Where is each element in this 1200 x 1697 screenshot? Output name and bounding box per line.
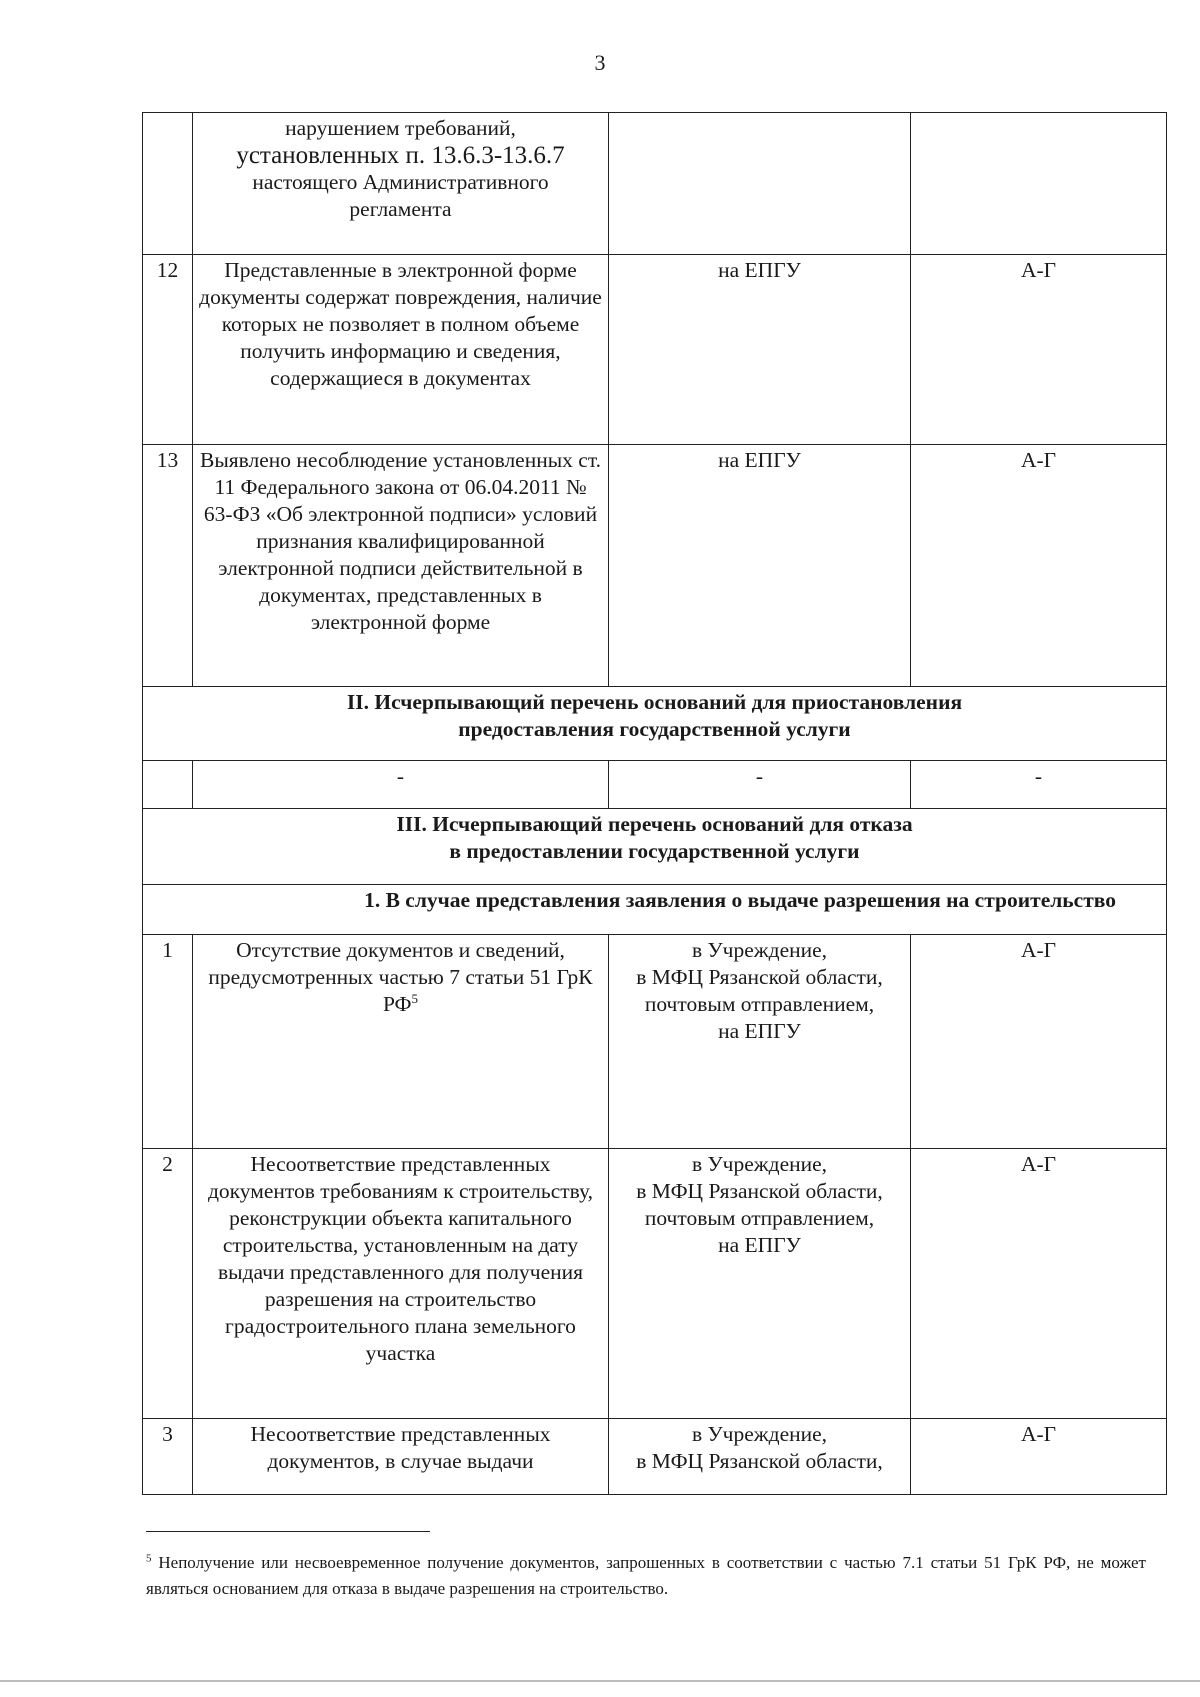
desc-line: установленных п. 13.6.3-13.6.7 bbox=[236, 142, 565, 169]
section-3-row-2 bbox=[143, 1149, 1167, 1419]
row-procedure-code: А-Г bbox=[911, 935, 1167, 1149]
footnote-marker: 5 bbox=[146, 1552, 152, 1565]
desc-line: настоящего Административного bbox=[252, 170, 549, 194]
row-procedure-code: А-Г bbox=[911, 1419, 1167, 1495]
row-submission-method: на ЕПГУ bbox=[609, 445, 911, 687]
section-title-line: II. Исчерпывающий перечень оснований для приостановления bbox=[346, 690, 963, 714]
submission-line: почтовым отправлением, bbox=[644, 992, 875, 1016]
desc-line: нарушением требований, bbox=[285, 116, 516, 140]
submission-line: в Учреждение, bbox=[691, 1422, 828, 1446]
row-description-text: Отсутствие документов и сведений, предусмотренных частью 7 статьи 51 ГрК РФ bbox=[208, 938, 593, 1016]
section-2-empty-row bbox=[143, 761, 1167, 809]
row-submission-method bbox=[609, 113, 911, 255]
row-number bbox=[143, 761, 193, 809]
table-row-13 bbox=[143, 445, 1167, 687]
row-description: Несоответствие представленных документов требованиям к строительству, реконструкции объекта капитального строительства, установленным на дату выдачи представленного для получения разрешения на строительство градостроительного плана земельного участка bbox=[193, 1149, 609, 1419]
submission-line: в МФЦ Рязанской области, bbox=[636, 965, 883, 989]
submission-line: в МФЦ Рязанской области, bbox=[636, 1449, 883, 1473]
row-number: 3 bbox=[143, 1419, 193, 1495]
section-2-header-row bbox=[143, 687, 1167, 761]
row-description: Представленные в электронной форме документы содержат повреждения, наличие которых не позволяет в полном объеме получить информацию и сведения, содержащиеся в документах bbox=[193, 255, 609, 445]
section-title-line: предоставления государственной услуги bbox=[458, 717, 851, 741]
submission-line: на ЕПГУ bbox=[718, 1019, 801, 1043]
row-number: 1 bbox=[143, 935, 193, 1149]
row-procedure-code bbox=[911, 113, 1167, 255]
row-number: 12 bbox=[143, 255, 193, 445]
section-title-line: в предоставлении государственной услуги bbox=[449, 839, 860, 863]
submission-line: почтовым отправлением, bbox=[644, 1206, 875, 1230]
table-row-12 bbox=[143, 255, 1167, 445]
row-procedure-code: А-Г bbox=[911, 1149, 1167, 1419]
row-submission-method: на ЕПГУ bbox=[609, 255, 911, 445]
row-submission-method bbox=[609, 935, 911, 1149]
row-procedure-code: А-Г bbox=[911, 445, 1167, 687]
scan-edge-line bbox=[0, 1680, 1200, 1682]
section-3-subtitle: 1. В случае представления заявления о выдаче разрешения на строительство bbox=[143, 885, 1167, 935]
page-number: 3 bbox=[594, 50, 606, 75]
row-description bbox=[193, 935, 609, 1149]
row-description bbox=[193, 113, 609, 255]
row-procedure-code: - bbox=[911, 761, 1167, 809]
section-3-subtitle-row bbox=[143, 885, 1167, 935]
section-3-title bbox=[143, 809, 1167, 885]
section-title-line: III. Исчерпывающий перечень оснований для отказа bbox=[396, 812, 913, 836]
desc-line: регламента bbox=[349, 197, 452, 221]
submission-line: в Учреждение, bbox=[691, 938, 828, 962]
row-description: - bbox=[193, 761, 609, 809]
submission-line: в Учреждение, bbox=[691, 1152, 828, 1176]
submission-line: в МФЦ Рязанской области, bbox=[636, 1179, 883, 1203]
footnote-text: Неполучение или несвоевременное получение документов, запрошенных в соответствии с частью 7.1 статьи 51 ГрК РФ, не может являться основанием для отказа в выдаче разрешения на строительство. bbox=[146, 1553, 1146, 1598]
row-number bbox=[143, 113, 193, 255]
row-submission-method bbox=[609, 1149, 911, 1419]
footnote bbox=[146, 1550, 1146, 1602]
section-3-row-3 bbox=[143, 1419, 1167, 1495]
footnote-ref: 5 bbox=[411, 990, 419, 1006]
section-3-row-1 bbox=[143, 935, 1167, 1149]
footnote-separator bbox=[146, 1531, 430, 1532]
row-number: 2 bbox=[143, 1149, 193, 1419]
table-row-continuation bbox=[143, 113, 1167, 255]
section-3-header-row bbox=[143, 809, 1167, 885]
row-submission-method bbox=[609, 1419, 911, 1495]
row-description: Выявлено несоблюдение установленных ст. 11 Федерального закона от 06.04.2011 № 63-ФЗ «Об электронной подписи» условий признания квалифицированной электронной подписи действительной в документах, представленных в электронной форме bbox=[193, 445, 609, 687]
row-description: Несоответствие представленных документов, в случае выдачи bbox=[193, 1419, 609, 1495]
row-procedure-code: А-Г bbox=[911, 255, 1167, 445]
row-submission-method: - bbox=[609, 761, 911, 809]
row-number: 13 bbox=[143, 445, 193, 687]
grounds-table bbox=[142, 112, 1167, 1495]
section-2-title bbox=[143, 687, 1167, 761]
submission-line: на ЕПГУ bbox=[718, 1233, 801, 1257]
